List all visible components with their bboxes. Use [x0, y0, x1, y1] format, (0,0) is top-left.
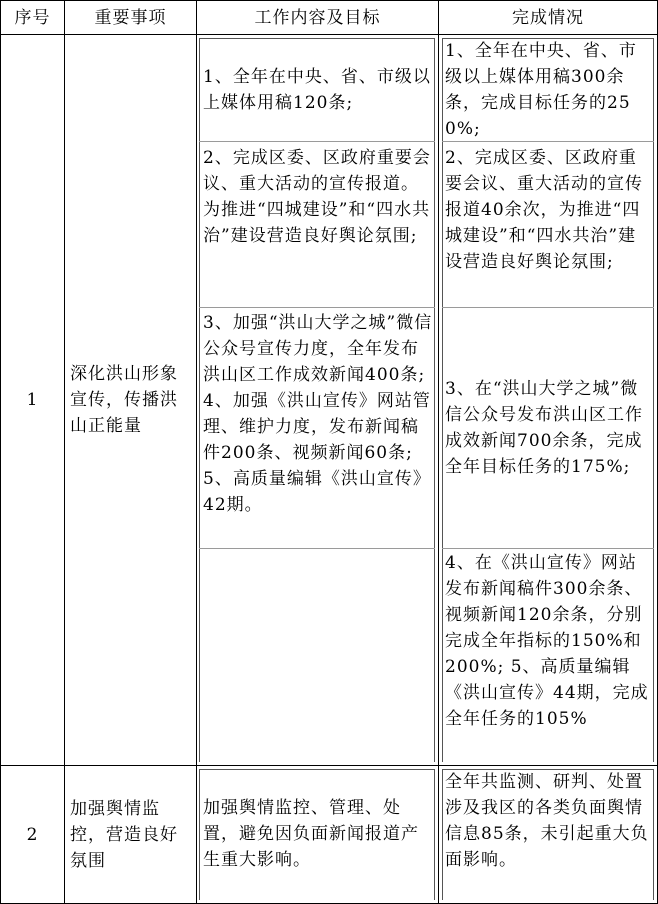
content-sub-divider — [199, 307, 435, 308]
content-sub-divider — [199, 548, 435, 549]
header-content: 工作内容及目标 — [254, 8, 381, 28]
row-1-status-2: 2、完成区委、区政府重要会议、重大活动的宣传报道40余次，为推进“四城建设”和“四水共治”建设营造良好舆论氛围; — [445, 148, 643, 272]
col-divider-3 — [438, 0, 439, 904]
status-sub-divider — [442, 548, 654, 549]
header-item: 重要事项 — [94, 8, 167, 28]
row-1-item: 深化洪山形象宣传，传播洪山正能量 — [70, 364, 178, 436]
inner-border — [199, 769, 200, 900]
row-1-content-3: 3、加强“洪山大学之城”微信公众号宣传力度，全年发布洪山区工作成效新闻400条; 4、加强《洪山宣传》网站管理、维护力度，发布新闻稿件200条、视频新闻60条; 5、高质量编辑《洪山宣传》42期。 — [203, 313, 433, 515]
row-1-content-1: 1、全年在中央、省、市级以上媒体用稿120条; — [203, 67, 431, 113]
inner-border — [199, 38, 200, 762]
row-1-no: 1 — [26, 390, 39, 410]
row-2-no: 2 — [26, 824, 39, 845]
col-divider-1 — [64, 0, 65, 904]
row-1-status-1: 1、全年在中央、省、市级以上媒体用稿300余条，完成目标任务的250%; — [445, 41, 637, 139]
row-2-content: 加强舆情监控、管理、处置，避免因负面新闻报道产生重大影响。 — [203, 798, 419, 870]
row-1-content-2: 2、完成区委、区政府重要会议、重大活动的宣传报道。为推进“四城建设”和“四水共治”建设营造良好舆论氛围; — [203, 148, 431, 246]
content-sub-divider — [199, 141, 435, 142]
inner-border — [653, 769, 654, 900]
col-divider-2 — [196, 0, 197, 904]
inner-border — [434, 38, 435, 762]
inner-border — [442, 38, 443, 762]
header-status: 完成情况 — [512, 8, 584, 28]
row-2-item: 加强舆情监控，营造良好氛围 — [70, 798, 178, 871]
inner-border — [653, 38, 654, 762]
status-sub-divider — [442, 307, 654, 308]
header-no: 序号 — [14, 8, 51, 28]
row-1-status-4: 4、在《洪山宣传》网站发布新闻稿件300余条、视频新闻120余条，分别完成全年指标的150%和200%; 5、高质量编辑《洪山宣传》44期，完成全年任务的105% — [445, 553, 649, 729]
inner-border — [434, 769, 435, 900]
row-1-status-3: 3、在“洪山大学之城”微信公众号发布洪山区工作成效新闻700余条，完成全年目标任务的175%; — [445, 379, 643, 477]
inner-border — [442, 769, 443, 900]
inner-border — [199, 38, 435, 39]
row-2-status: 全年共监测、研判、处置涉及我区的各类负面舆情信息85条，未引起重大负面影响。 — [445, 772, 649, 870]
